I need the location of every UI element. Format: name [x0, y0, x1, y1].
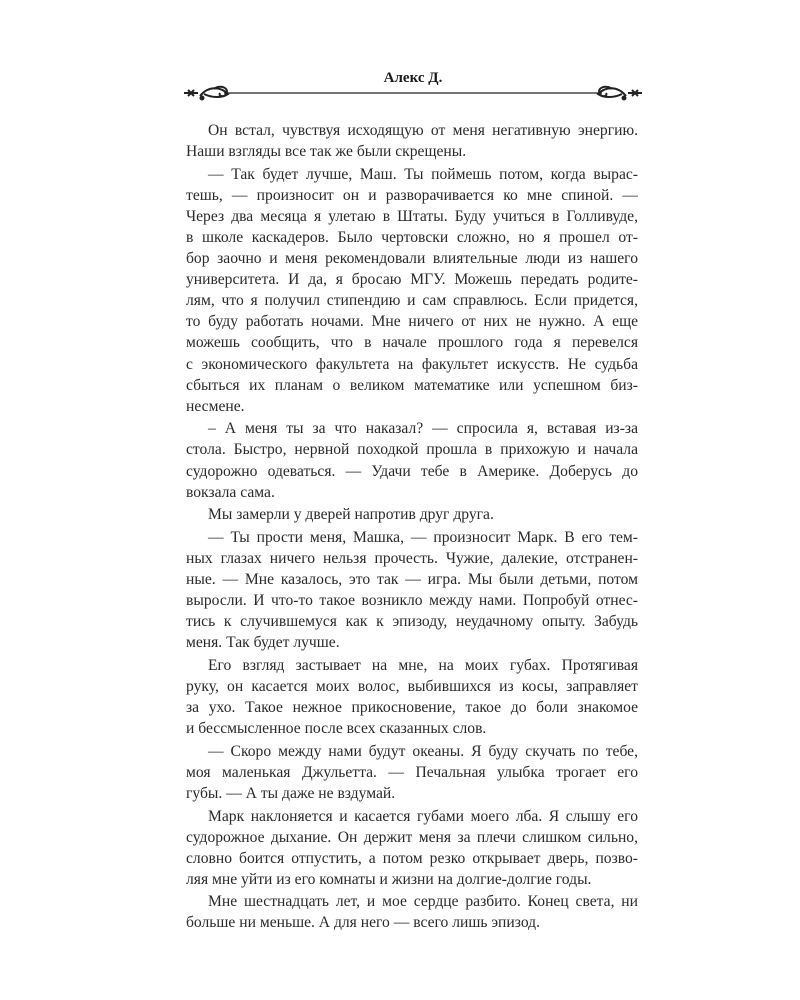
text-line: Марк наклоняется и касается губами моего лба. Я слышу его	[208, 807, 638, 825]
running-header	[184, 66, 642, 106]
ornament-divider-icon	[184, 84, 642, 106]
text-line: больше ни меньше. А для него — всего лишь эпизод.	[186, 914, 540, 932]
text-line: за ухо. Такое нежное прикосновение, такое до боли знакомое	[186, 699, 638, 717]
paragraph	[186, 806, 638, 890]
text-line: стола. Быстро, нервной походкой прошла в прихожую и начала	[186, 441, 638, 459]
text-line: ляя мне уйти из его комнаты и жизни на долгие-долгие годы.	[186, 870, 592, 888]
text-line: и бессмысленное после всех сказанных слов.	[186, 720, 487, 738]
page-body-text	[186, 120, 638, 934]
text-line: судорожно одеваться. — Удачи тебе в Америке. Доберусь до	[186, 462, 638, 480]
paragraph	[186, 891, 638, 933]
text-line: Его взгляд застывает на мне, на моих губах. Протягивая	[208, 656, 638, 674]
text-line: губы. — А ты даже не вздумай.	[186, 784, 396, 802]
paragraph	[186, 164, 638, 417]
paragraph	[186, 418, 638, 502]
text-line: словно боится отпустить, а потом резко открывает дверь, позво-	[186, 849, 638, 867]
paragraph	[186, 741, 638, 804]
text-line: Наши взгляды все так же были скрещены.	[186, 143, 467, 161]
text-line: Через два месяца я улетаю в Штаты. Буду учиться в Голливуде,	[186, 207, 638, 225]
paragraph	[186, 120, 638, 162]
text-line: моя маленькая Джульетта. — Печальная улыбка трогает его	[186, 763, 638, 781]
text-line: — Ты прости меня, Машка, — произносит Марк. В его тем-	[208, 528, 638, 546]
text-line: в школе каскадеров. Было чертовски сложно, но я прошел от-	[186, 228, 638, 246]
text-line: Мы замерли у дверей напротив друг друга.	[208, 506, 494, 524]
text-line: выросли. И что-то такое возникло между нами. Попробуй отнес-	[186, 592, 638, 610]
paragraph	[186, 504, 638, 525]
text-line: лям, что я получил стипендию и сам справлюсь. Если придется,	[186, 292, 638, 310]
text-line: с экономического факультета на факультет искусств. Не судьба	[186, 355, 638, 373]
text-line: бор заочно и меня рекомендовали влиятельные люди из нашего	[186, 250, 638, 268]
text-line: Он встал, чувствуя исходящую от меня негативную энергию.	[208, 122, 638, 139]
text-line: несмене.	[186, 397, 245, 415]
text-line: судорожное дыхание. Он держит меня за плечи слишком сильно,	[186, 828, 638, 846]
text-line: ных глазах ничего нельзя прочесть. Чужие, далекие, отстранен-	[186, 549, 638, 567]
text-line: — Так будет лучше, Маш. Ты поймешь потом, когда вырас-	[208, 165, 638, 183]
text-line: – А меня ты за что наказал? — спросила я, вставая из-за	[208, 420, 638, 438]
text-line: меня. Так будет лучше.	[186, 634, 340, 652]
text-line: тись к случившемуся как к эпизоду, неудачному опыту. Забудь	[186, 613, 638, 631]
text-line: ные. — Мне казалось, это так — игра. Мы были детьми, потом	[186, 570, 638, 588]
text-line: можешь сообщить, что в начале прошлого года я перевелся	[186, 334, 638, 352]
running-title: Алекс Д.	[383, 70, 443, 86]
text-line: — Скоро между нами будут океаны. Я буду скучать по тебе,	[208, 742, 638, 760]
text-line: руку, он касается моих волос, выбившихся из косы, заправляет	[186, 677, 638, 695]
text-line: то буду работать ночами. Мне ничего от них не нужно. А еще	[186, 313, 638, 331]
text-line: тешь, — произносит он и разворачивается ко мне спиной. —	[186, 186, 638, 204]
paragraph	[186, 655, 638, 739]
paragraph	[186, 527, 638, 654]
text-line: вокзала сама.	[186, 483, 275, 501]
text-line: Мне шестнадцать лет, и мое сердце разбито. Конец света, ни	[208, 893, 638, 911]
text-line: университета. И да, я бросаю МГУ. Можешь передать родите-	[186, 271, 638, 289]
text-line: сбыться их планам о великом математике или успешном биз-	[186, 376, 638, 394]
